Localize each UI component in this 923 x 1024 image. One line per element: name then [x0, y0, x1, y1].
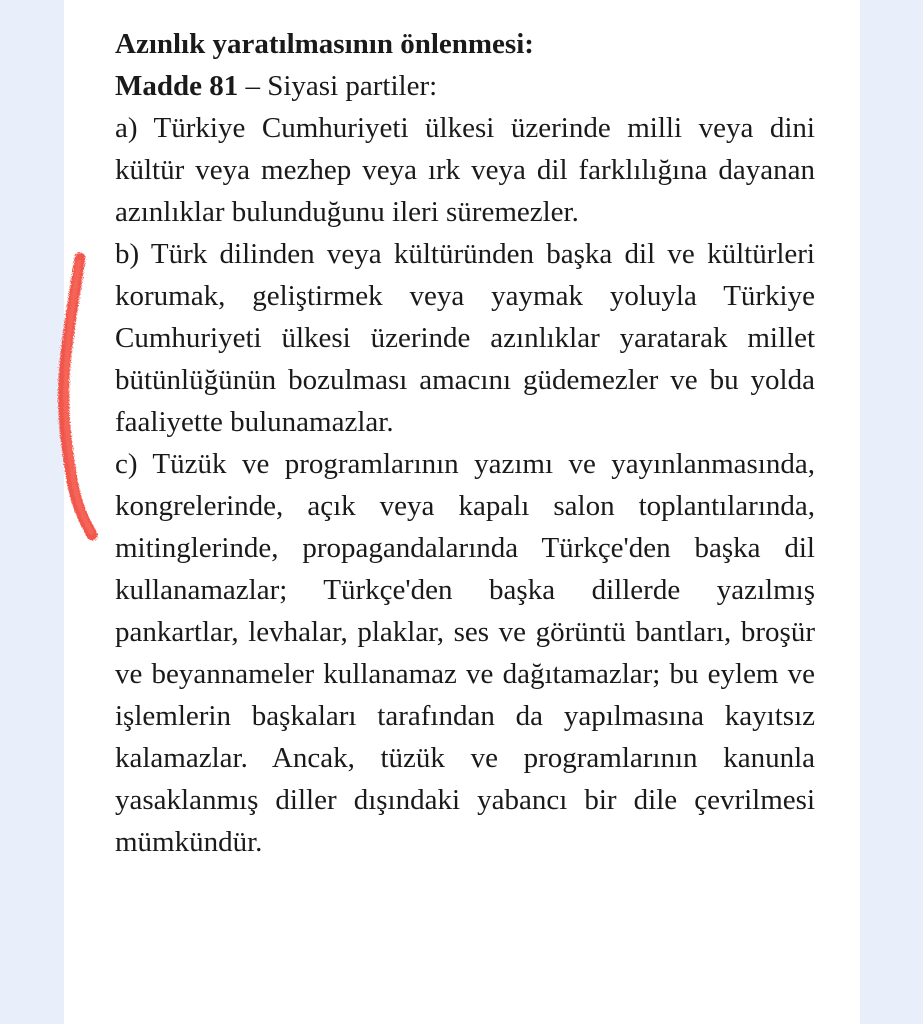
article-title: Siyasi partiler: [267, 70, 438, 102]
document-page [64, 0, 860, 1024]
section-heading: Azınlık yaratılmasının önlenmesi: [115, 28, 534, 60]
article-line [115, 65, 815, 107]
clause-c: c) Tüzük ve programlarının yazımı ve yayınlanmasında, kongrelerinde, açık veya kapalı salon toplantılarında, mitinglerinde, propagandalarında Türkçe'den başka dil kullanamazlar; Türkçe'den başka dillerde yazılmış pankartlar, levhalar, plaklar, ses ve görüntü bantları, broşür ve beyannameler kullanamaz ve dağıtamazlar; bu eylem ve işlemlerin başkaları tarafından da yapılmasına kayıtsız kalamazlar. Ancak, tüzük ve programlarının kanunla yasaklanmış diller dışındaki yabancı bir dile çevrilmesi mümkündür. [115, 448, 815, 858]
article-label: Madde 81 [115, 70, 239, 102]
document-text [115, 23, 815, 863]
article-dash: – [238, 70, 268, 102]
clause-b: b) Türk dilinden veya kültüründen başka dil ve kültürleri korumak, geliştirmek veya yaymak yoluyla Türkiye Cumhuriyeti ülkesi üzerinde azınlıklar yaratarak millet bütünlüğünün bozulması amacını güdemezler ve bu yolda faaliyette bulunamazlar. [115, 238, 815, 438]
clause-a: a) Türkiye Cumhuriyeti ülkesi üzerinde milli veya dini kültür veya mezhep veya ırk veya dil farklılığına dayanan azınlıklar bulunduğunu ileri süremezler. [115, 112, 815, 228]
